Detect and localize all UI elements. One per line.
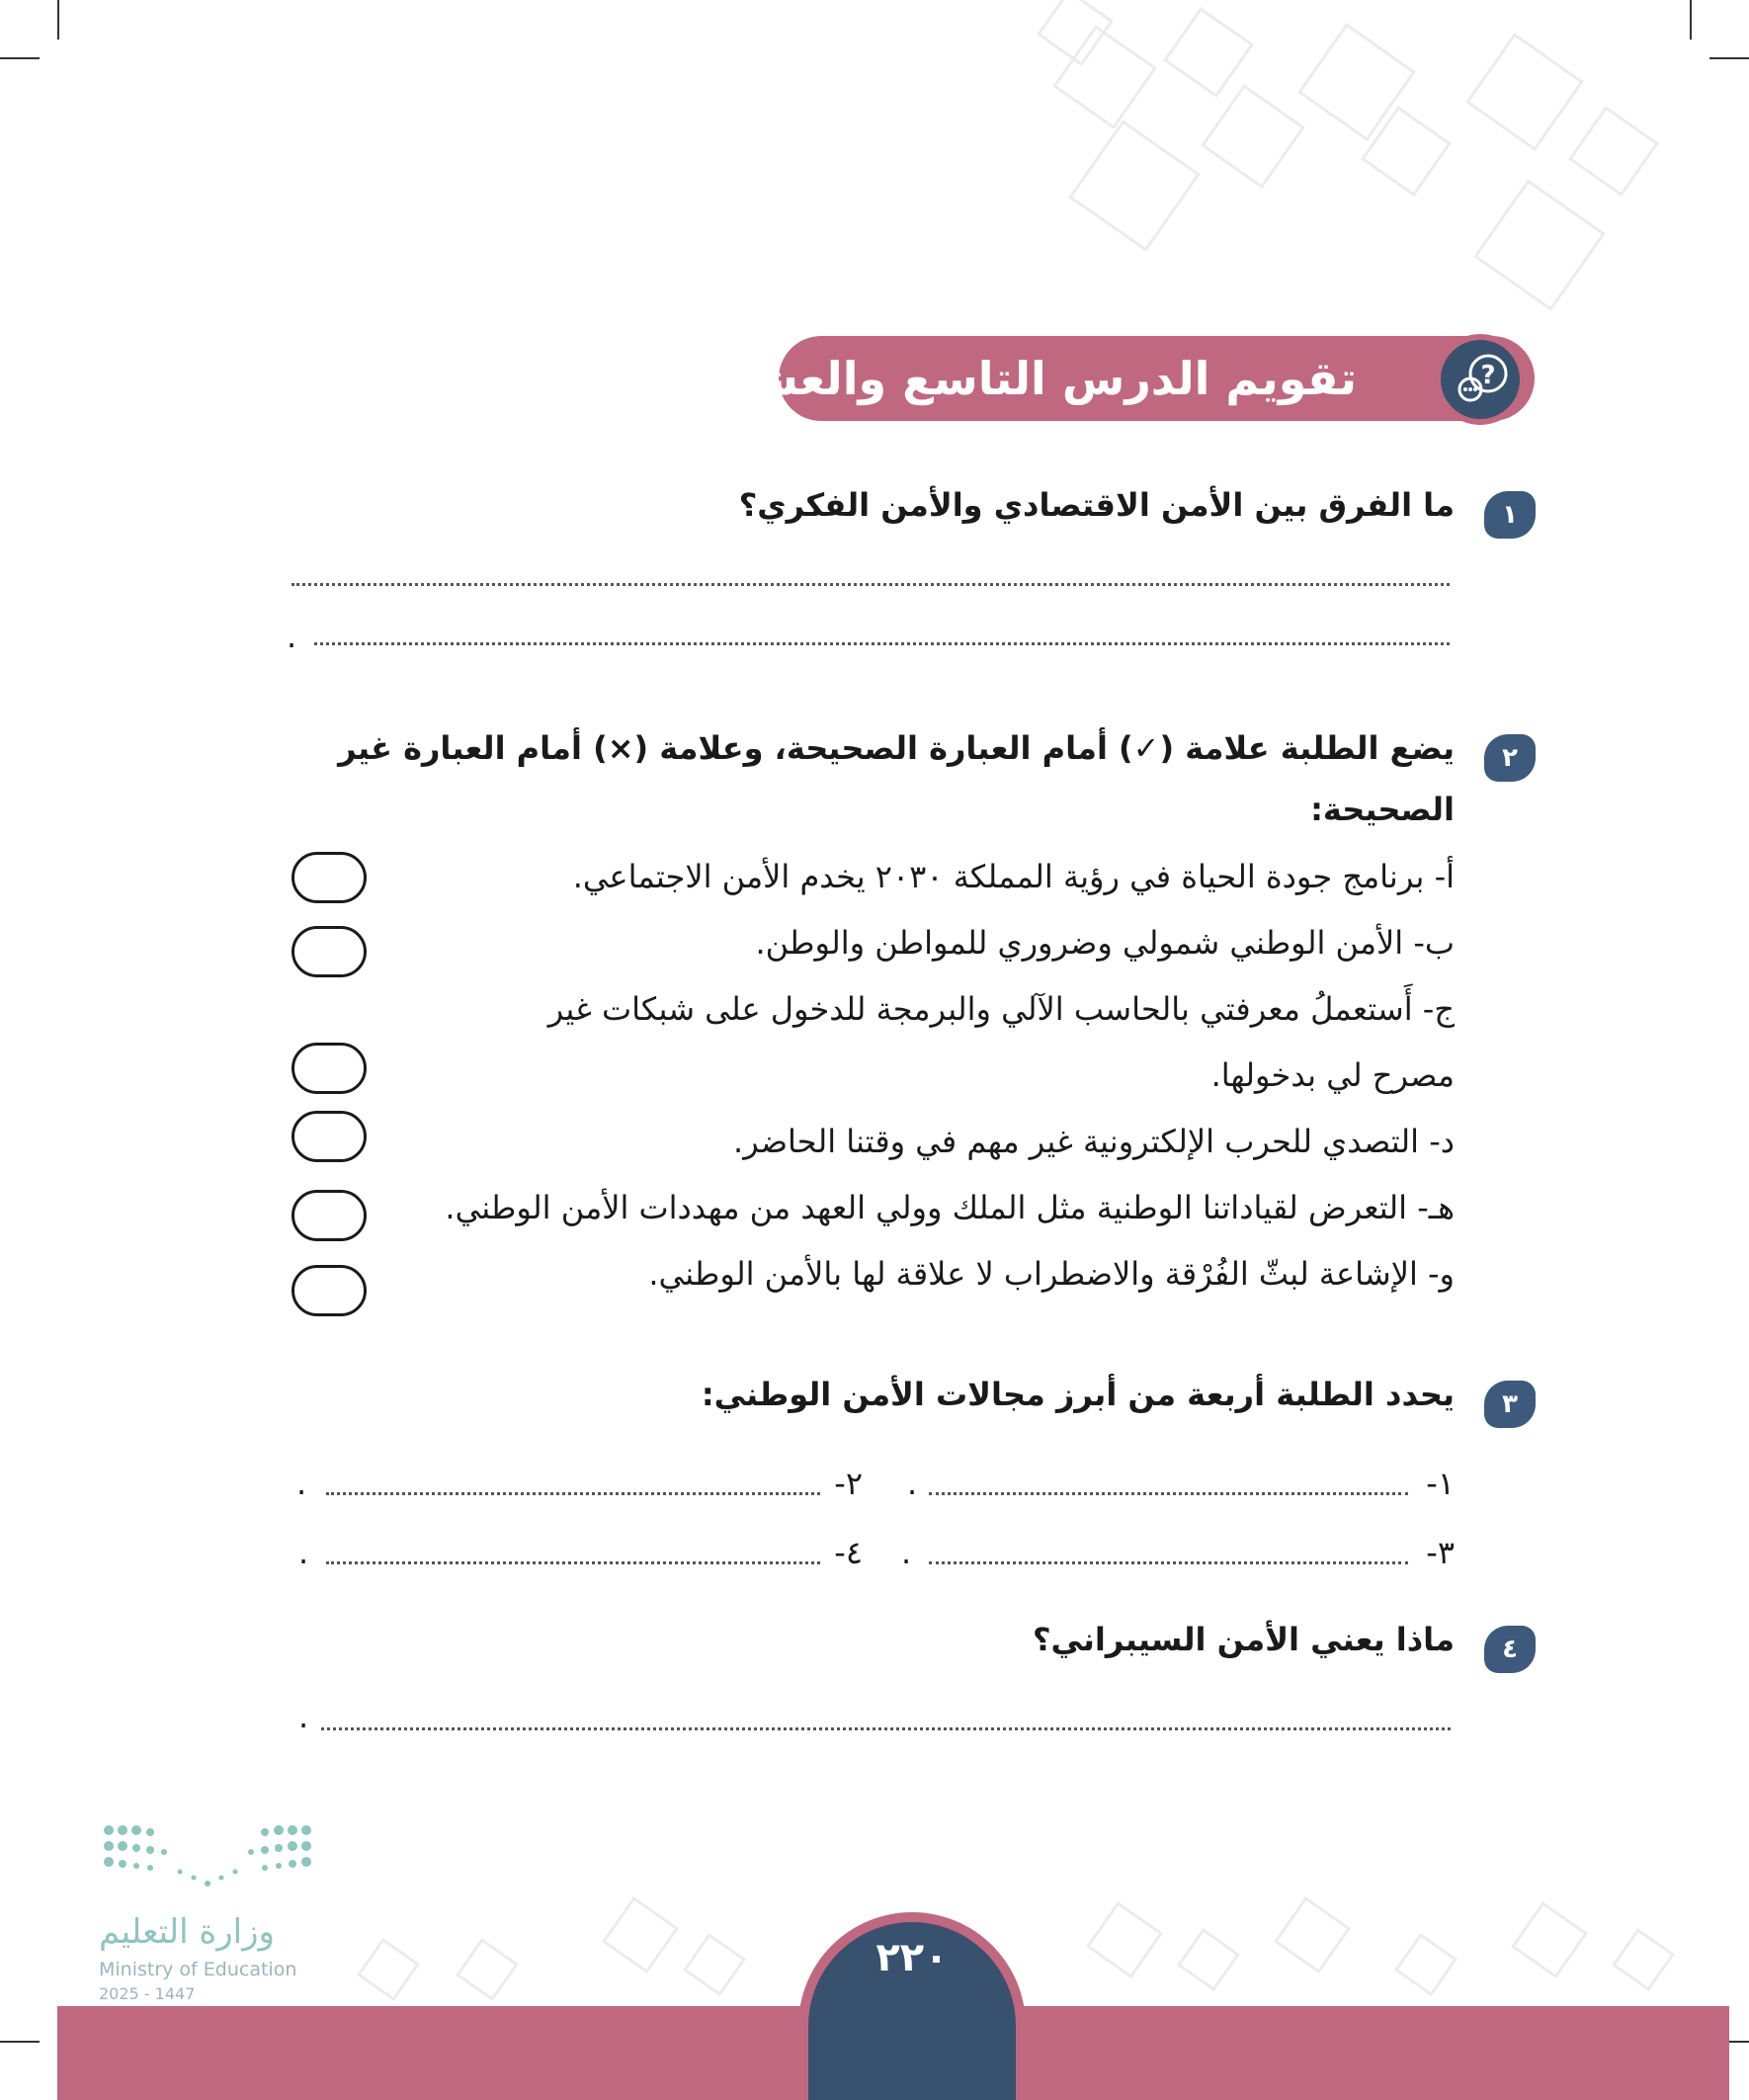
answer-box[interactable] xyxy=(292,1190,367,1241)
statement-item: ب- الأمن الوطني شمولي وضروري للمواطن والوطن. xyxy=(755,924,1455,962)
question-number-badge: ٢ xyxy=(1484,734,1536,782)
svg-text:?: ? xyxy=(1480,361,1496,390)
statement-item: هـ- التعرض لقياداتنا الوطنية مثل الملك وولي العهد من مهددات الأمن الوطني. xyxy=(445,1189,1455,1226)
crop-mark xyxy=(0,57,40,59)
statement-item: ج- أَستعملُ معرفتي بالحاسب الآلي والبرمجة للدخول على شبكات غير xyxy=(547,990,1455,1028)
page-number: ٢٢٠ xyxy=(875,1935,949,1980)
crop-mark xyxy=(57,0,59,40)
ministry-name-en: Ministry of Education xyxy=(99,1959,297,1980)
statement-item: مصرح لي بدخولها. xyxy=(1210,1056,1455,1094)
answer-line[interactable] xyxy=(292,583,1450,586)
answer-box[interactable] xyxy=(292,1265,367,1316)
page-title: تقويم الدرس التاسع والعشرين xyxy=(667,352,1357,405)
answer-line-end-dot: . xyxy=(296,1465,307,1502)
crop-mark xyxy=(0,2041,40,2043)
answer-line-end-dot: . xyxy=(287,618,297,655)
question-text: ماذا يعني الأمن السيبراني؟ xyxy=(1032,1621,1455,1658)
crop-mark xyxy=(1690,0,1692,40)
question-text: يضع الطلبة علامة (✓) أمام العبارة الصحيحة، وعلامة (×) أمام العبارة غير xyxy=(338,729,1455,767)
answer-label: ٢- xyxy=(834,1465,863,1502)
crop-mark xyxy=(1709,57,1749,59)
answer-box[interactable] xyxy=(292,1043,367,1094)
question-text: ما الفرق بين الأمن الاقتصادي والأمن الفكري؟ xyxy=(738,486,1455,524)
answer-box[interactable] xyxy=(292,926,367,977)
statement-item: أ- برنامج جودة الحياة في رؤية المملكة ٢٠٣٠ يخدم الأمن الاجتماعي. xyxy=(572,858,1455,895)
question-number-badge: ١ xyxy=(1484,491,1536,539)
answer-line[interactable] xyxy=(321,1727,1451,1730)
answer-line[interactable] xyxy=(929,1561,1408,1564)
question-text: الصحيحة: xyxy=(1310,791,1455,828)
ministry-year: 2025 - 1447 xyxy=(99,1984,196,2003)
statement-item: و- الإشاعة لبثّ الفُرْقة والاضطراب لا علاقة لها بالأمن الوطني. xyxy=(648,1255,1455,1293)
answer-box[interactable] xyxy=(292,852,367,903)
question-number-badge: ٣ xyxy=(1484,1381,1536,1428)
answer-line-end-dot: . xyxy=(901,1534,912,1571)
ministry-name-ar: وزارة التعليم xyxy=(99,1912,275,1952)
answer-line[interactable] xyxy=(326,1492,820,1495)
lesson-title-bar xyxy=(667,336,1535,421)
answer-label: ١- xyxy=(1426,1465,1455,1502)
answer-line[interactable] xyxy=(314,642,1450,645)
statement-item: د- التصدي للحرب الإلكترونية غير مهم في وقتنا الحاضر. xyxy=(733,1123,1455,1160)
answer-line-end-dot: . xyxy=(298,1698,309,1735)
answer-line[interactable] xyxy=(929,1492,1408,1495)
answer-box[interactable] xyxy=(292,1111,367,1162)
question-text: يحدد الطلبة أربعة من أبرز مجالات الأمن الوطني: xyxy=(701,1376,1455,1413)
answer-line-end-dot: . xyxy=(907,1465,918,1502)
answer-label: ٤- xyxy=(834,1534,863,1571)
answer-line[interactable] xyxy=(326,1561,820,1564)
answer-line-end-dot: . xyxy=(298,1534,309,1571)
question-number-badge: ٤ xyxy=(1484,1626,1536,1673)
answer-label: ٣- xyxy=(1426,1534,1455,1571)
question-chat-icon xyxy=(1435,334,1526,425)
